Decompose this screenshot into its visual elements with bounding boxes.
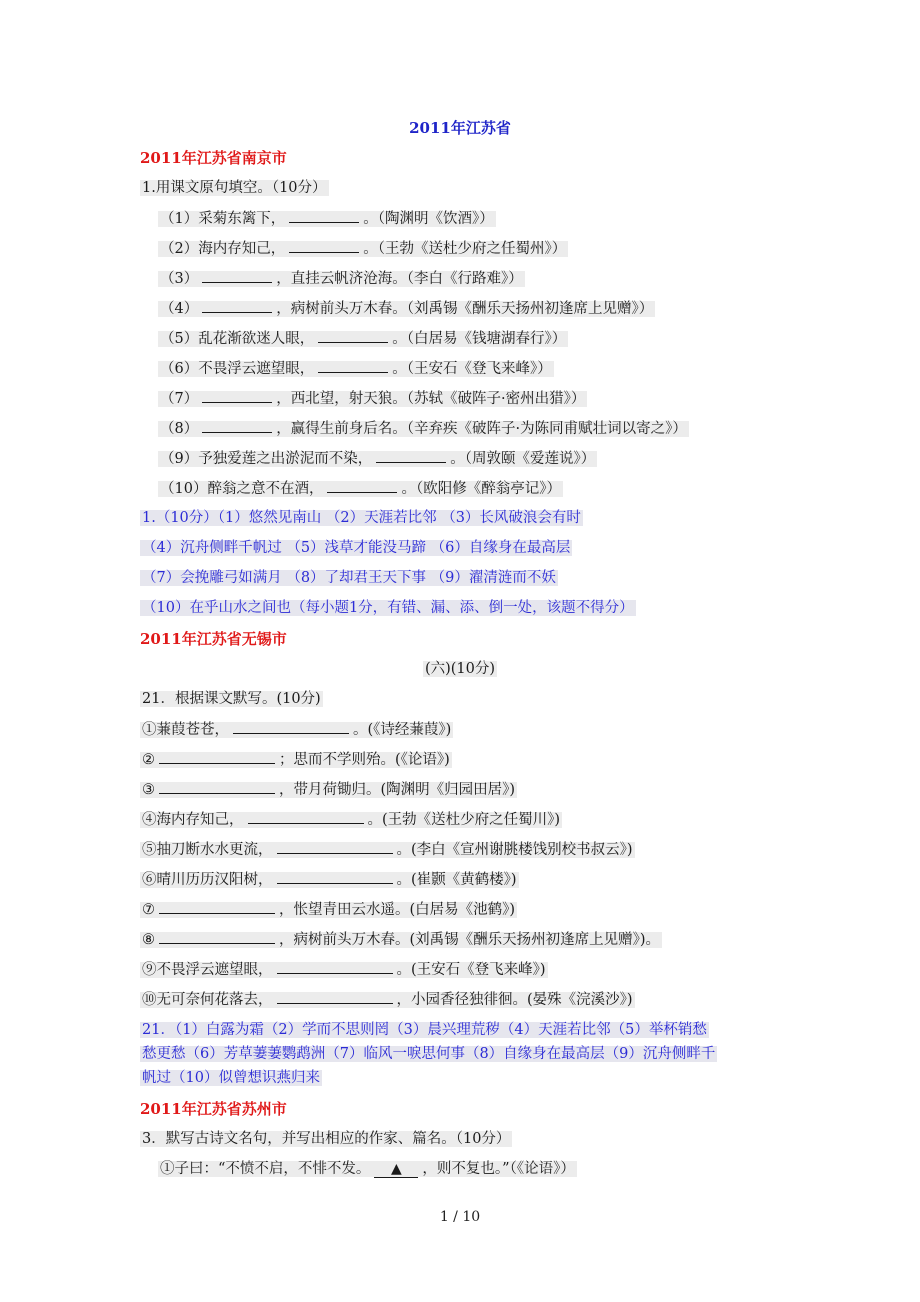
fill-item: ⑨不畏浮云遮望眼， 。(王安石《登飞来峰》) xyxy=(140,958,548,980)
fill-item: ⑤抽刀断水水更流， 。(李白《宣州谢朓楼饯别校书叔云》) xyxy=(140,838,635,860)
question-suzhou: 3．默写古诗文名句，并写出相应的作家、篇名。（10分） xyxy=(142,1131,511,1147)
answer-blank[interactable] xyxy=(289,207,359,223)
fill-item: ⑥晴川历历汉阳树， 。(崔颢《黄鹤楼》) xyxy=(140,868,519,890)
fill-item: （10）醉翁之意不在酒， 。（欧阳修《醉翁亭记》） xyxy=(158,477,563,499)
answer-line: （10）在乎山水之间也（每小题1分，有错、漏、添、倒一处，该题不得分） xyxy=(142,600,634,616)
fill-item: ② ；思而不学则殆。(《论语》) xyxy=(140,748,452,770)
answer-blank[interactable] xyxy=(277,958,393,974)
answer-line: 愁更愁（6）芳草萋萋鹦鹉洲（7）临风一唳思何事（8）自缘身在最高层（9）沉舟侧畔千 xyxy=(142,1046,716,1062)
answer-line: 21．（1）白露为霜（2）学而不思则罔（3）晨兴理荒秽（4）天涯若比邻（5）举杯销愁 xyxy=(142,1022,707,1038)
fill-item: ⑧ ，病树前头万木春。(刘禹锡《酬乐天扬州初逢席上见赠》)。 xyxy=(140,928,662,950)
answer-blank[interactable] xyxy=(277,868,393,884)
answer-blank[interactable] xyxy=(202,417,272,433)
fill-item: ⑩无可奈何花落去， ，小园香径独徘徊。(晏殊《浣溪沙》) xyxy=(140,988,635,1010)
fill-item: ①蒹葭苍苍， 。(《诗经蒹葭》) xyxy=(140,718,453,740)
answer-blank[interactable] xyxy=(327,477,397,493)
fill-item: （9）予独爱莲之出淤泥而不染， 。（周敦颐《爱莲说》） xyxy=(158,447,597,469)
city-heading-wuxi: 2011年江苏省无锡市 xyxy=(140,630,287,648)
answer-line: 1.（10分）（1）悠然见南山 （2）天涯若比邻 （3）长风破浪会有时 xyxy=(142,510,581,526)
city-heading-suzhou: 2011年江苏省苏州市 xyxy=(140,1100,287,1118)
fill-item: （8） ，赢得生前身后名。（辛弃疾《破阵子·为陈同甫赋壮词以寄之》） xyxy=(158,417,689,439)
answer-blank[interactable] xyxy=(159,748,275,764)
answer-line: （4）沉舟侧畔千帆过 （5）浅草才能没马蹄 （6）自缘身在最高层 xyxy=(142,540,571,556)
answer-blank[interactable] xyxy=(159,928,275,944)
answer-line: （7）会挽雕弓如满月 （8）了却君王天下事 （9）濯清涟而不妖 xyxy=(142,570,556,586)
question-wuxi: 21．根据课文默写。(10分) xyxy=(142,691,321,707)
fill-item: （6）不畏浮云遮望眼， 。（王安石《登飞来峰》） xyxy=(158,357,554,379)
answer-blank[interactable] xyxy=(233,718,349,734)
page-number: 1 / 10 xyxy=(439,1209,481,1225)
answer-blank[interactable] xyxy=(376,447,446,463)
answer-blank[interactable] xyxy=(277,988,393,1004)
answer-blank[interactable] xyxy=(202,267,272,283)
fill-item: ④海内存知己， 。(王勃《送杜少府之任蜀川》) xyxy=(140,808,562,830)
fill-item: （2）海内存知己， 。（王勃《送杜少府之任蜀州》） xyxy=(158,237,568,259)
page-title: 2011年江苏省 xyxy=(409,119,511,137)
answer-blank[interactable] xyxy=(289,237,359,253)
triangle-marker-icon[interactable]: ▲ xyxy=(374,1162,418,1178)
answer-blank[interactable] xyxy=(318,357,388,373)
fill-item: （1）采菊东篱下， 。（陶渊明《饮酒》） xyxy=(158,207,496,229)
fill-item: （3） ，直挂云帆济沧海。（李白《行路难》） xyxy=(158,267,525,289)
section-heading: (六)(10分) xyxy=(424,661,496,677)
fill-item: ①子曰：“不愤不启，不悱不发。 ▲ ，则不复也。”（《论语》） xyxy=(160,1161,575,1177)
question-nanjing xyxy=(140,177,329,199)
answer-blank[interactable] xyxy=(248,808,364,824)
fill-item: （7） ，西北望，射天狼。（苏轼《破阵子·密州出猎》） xyxy=(158,387,587,409)
answer-blank[interactable] xyxy=(202,297,272,313)
fill-item: （4） ，病树前头万木春。（刘禹锡《酬乐天扬州初逢席上见赠》） xyxy=(158,297,655,319)
answer-blank[interactable] xyxy=(159,898,275,914)
fill-item: ③ ，带月荷锄归。(陶渊明《归园田居》) xyxy=(140,778,517,800)
answer-line: 帆过（10）似曾想识燕归来 xyxy=(142,1070,320,1086)
answer-blank[interactable] xyxy=(159,778,275,794)
answer-blank[interactable] xyxy=(277,838,393,854)
answer-blank[interactable] xyxy=(318,327,388,343)
fill-item: ⑦ ，怅望青田云水遥。(白居易《池鹤》) xyxy=(140,898,517,920)
city-heading-nanjing: 2011年江苏省南京市 xyxy=(140,149,287,167)
answer-blank[interactable] xyxy=(202,387,272,403)
fill-item: （5）乱花渐欲迷人眼， 。（白居易《钱塘湖春行》） xyxy=(158,327,568,349)
question-text: 1.用课文原句填空。（10分） xyxy=(142,180,327,196)
